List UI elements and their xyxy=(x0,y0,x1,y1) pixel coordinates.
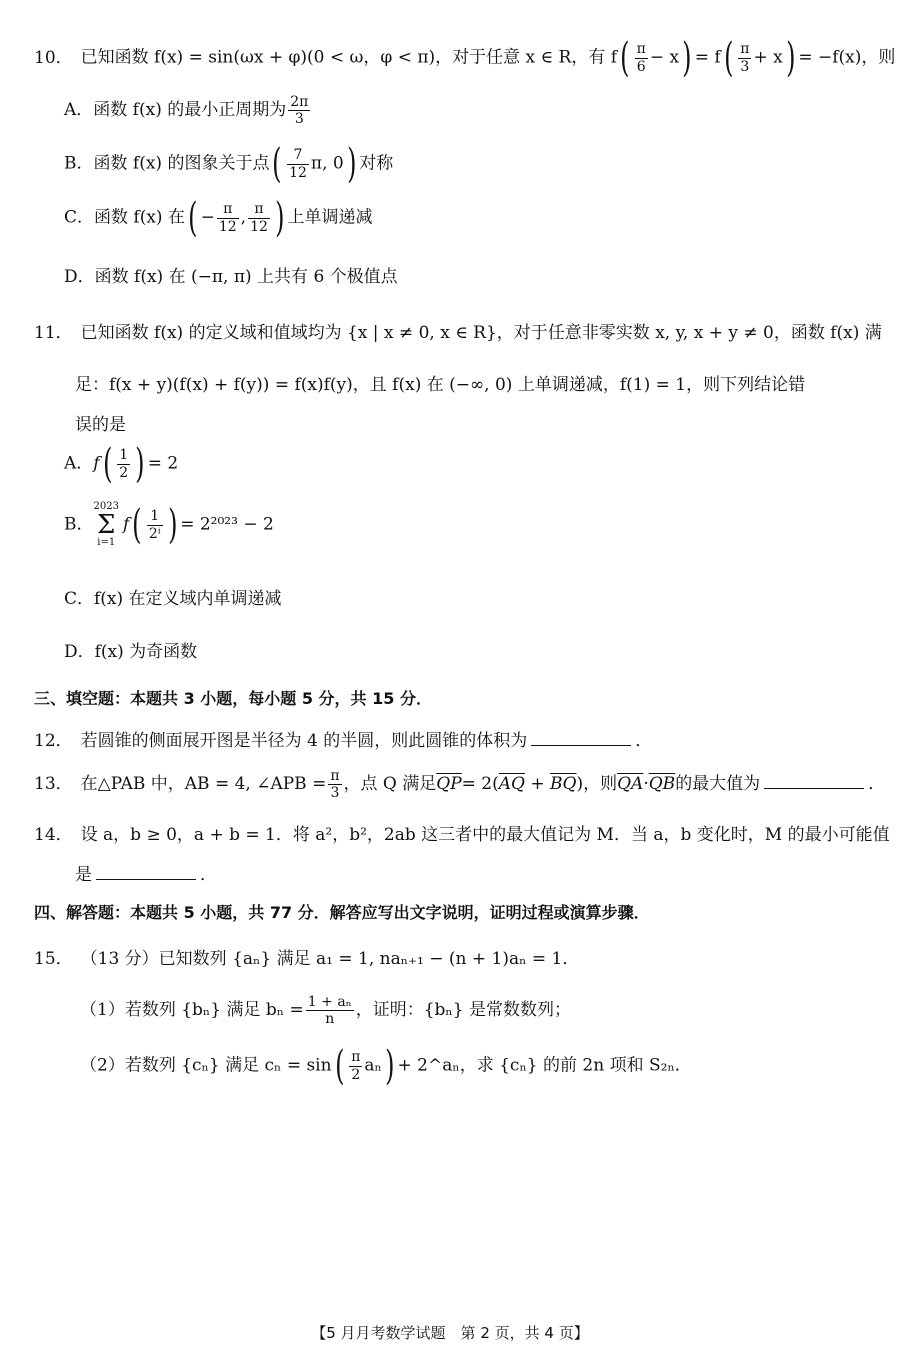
q10-stem-b: − x xyxy=(649,47,680,68)
q11-stem-line3: 误的是 xyxy=(75,415,126,435)
q11-number: 11． xyxy=(34,323,73,343)
q10-option-c: C．函数 f(x) 在( − $\frac{\pi}{12}$ , $\frac{\pi}{12}$ ) 上单调递减 xyxy=(64,195,373,241)
q10-stem-d: + x xyxy=(753,47,783,68)
q10-c-frac1: $\frac{\pi}{12}$ xyxy=(218,201,237,235)
q10-a-frac: $\frac{2\pi}{3}$ xyxy=(290,94,309,128)
q10-option-d: D．函数 f(x) 在 (−π, π) 上共有 6 个极值点 xyxy=(64,267,398,287)
answer-blank xyxy=(96,865,196,880)
q11-b-frac: $\frac{1}{\text{2ⁱ}}$ xyxy=(148,508,161,542)
q13-frac: $\frac{\pi}{3}$ xyxy=(330,768,340,802)
summation-symbol: 2023 Σ i=1 xyxy=(93,501,119,548)
q10-frac1: $\frac{\pi}{6}$ xyxy=(636,41,646,75)
q10-stem-e: = −f(x)，则 xyxy=(798,47,896,68)
q10-stem: 10． 已知函数 f(x) = sin(ωx + φ)(0 < ω，φ < π)，对于任意 x ∈ R，有 f( $\frac{\pi}{6}$ − x) = f( $\frac{\pi}{3}$ + x) = −f(x)，则 xyxy=(34,35,896,81)
q14-line2: 是 ． xyxy=(75,865,217,885)
answer-blank xyxy=(531,731,631,746)
q11-a-frac: $\frac{1}{2}$ xyxy=(119,447,129,481)
page-footer: 【5 月月考数学试题 第 2 页，共 4 页】 xyxy=(311,1324,589,1342)
q14-line1: 14． 设 a，b ≥ 0，a + b = 1．将 a²，b²，2ab 这三者中的最大值记为 M．当 a，b 变化时，M 的最小可能值 xyxy=(34,825,890,845)
q11-option-c: C．f(x) 在定义域内单调递减 xyxy=(64,589,282,609)
q15-stem: 15． （13 分）已知数列 {aₙ} 满足 a₁ = 1, naₙ₊₁ − (n + 1)aₙ = 1． xyxy=(34,949,580,969)
q11-stem-line1: 11． 已知函数 f(x) 的定义域和值域均为 {x | x ≠ 0, x ∈ R}，对于任意非零实数 x, y, x + y ≠ 0，函数 f(x) 满 xyxy=(0,318,900,343)
q12: 12． 若圆锥的侧面展开图是半径为 4 的半圆，则此圆锥的体积为 ． xyxy=(34,731,653,751)
q10-number: 10． xyxy=(34,47,73,68)
q10-stem-a: 已知函数 f(x) = sin(ωx + φ)(0 < ω，φ < π)，对于任意 x ∈ R，有 f xyxy=(80,47,618,68)
section-fill-in-heading: 三、填空题：本题共 3 小题，每小题 5 分，共 15 分． xyxy=(34,689,432,708)
q11-option-d: D．f(x) 为奇函数 xyxy=(64,642,198,662)
q10-frac2: $\frac{\pi}{3}$ xyxy=(740,41,750,75)
q10-stem-c: = f xyxy=(694,47,721,68)
q10-option-b: B．函数 f(x) 的图象关于点( $\frac{7}{12}$ π, 0) 对称 xyxy=(64,141,394,187)
q15-part1: （1）若数列 {bₙ} 满足 bₙ = $\frac{\text{1 + aₙ}}{n}$ ，证明：{bₙ} 是常数数列； xyxy=(80,994,572,1028)
q10-b-frac: $\frac{7}{12}$ xyxy=(289,147,307,181)
q10-option-a: A．函数 f(x) 的最小正周期为 $\frac{2\pi}{3}$ xyxy=(64,94,309,128)
section-solution-heading: 四、解答题：本题共 5 小题，共 77 分．解答应写出文字说明，证明过程或演算步骤． xyxy=(34,903,650,922)
answer-blank xyxy=(764,774,864,789)
q15-part2: （2）若数列 {cₙ} 满足 cₙ = sin( $\frac{\pi}{2}$ aₙ) + 2^aₙ，求 {cₙ} 的前 2n 项和 S₂ₙ． xyxy=(80,1043,692,1089)
q11-option-a: A．f( $\frac{1}{2}$ ) = 2 xyxy=(64,441,179,487)
q13: 13． 在△PAB 中，AB = 4, ∠APB = $\frac{\pi}{3}$ ，点 Q 满足$\overline{QP}= 2(\overline{AQ} + \overline{BQ})$，则$\overline{QA}\cdot\overline{QB}$的最大值为 ． xyxy=(34,768,886,802)
q15-p1-frac: $\frac{\text{1 + aₙ}}{n}$ xyxy=(307,994,352,1028)
q11-option-b: B． 2023 Σ i=1 f( $\frac{1}{\text{2ⁱ}}$ ) = 2²⁰²³ − 2 xyxy=(64,501,274,548)
q15-p2-frac: $\frac{\pi}{2}$ xyxy=(351,1049,361,1083)
q11-stem-line2: 足：f(x + y)(f(x) + f(y)) = f(x)f(y)，且 f(x) 在 (−∞, 0) 上单调递减，f(1) = 1，则下列结论错 xyxy=(75,375,806,395)
q10-c-frac2: $\frac{\pi}{12}$ xyxy=(250,201,268,235)
